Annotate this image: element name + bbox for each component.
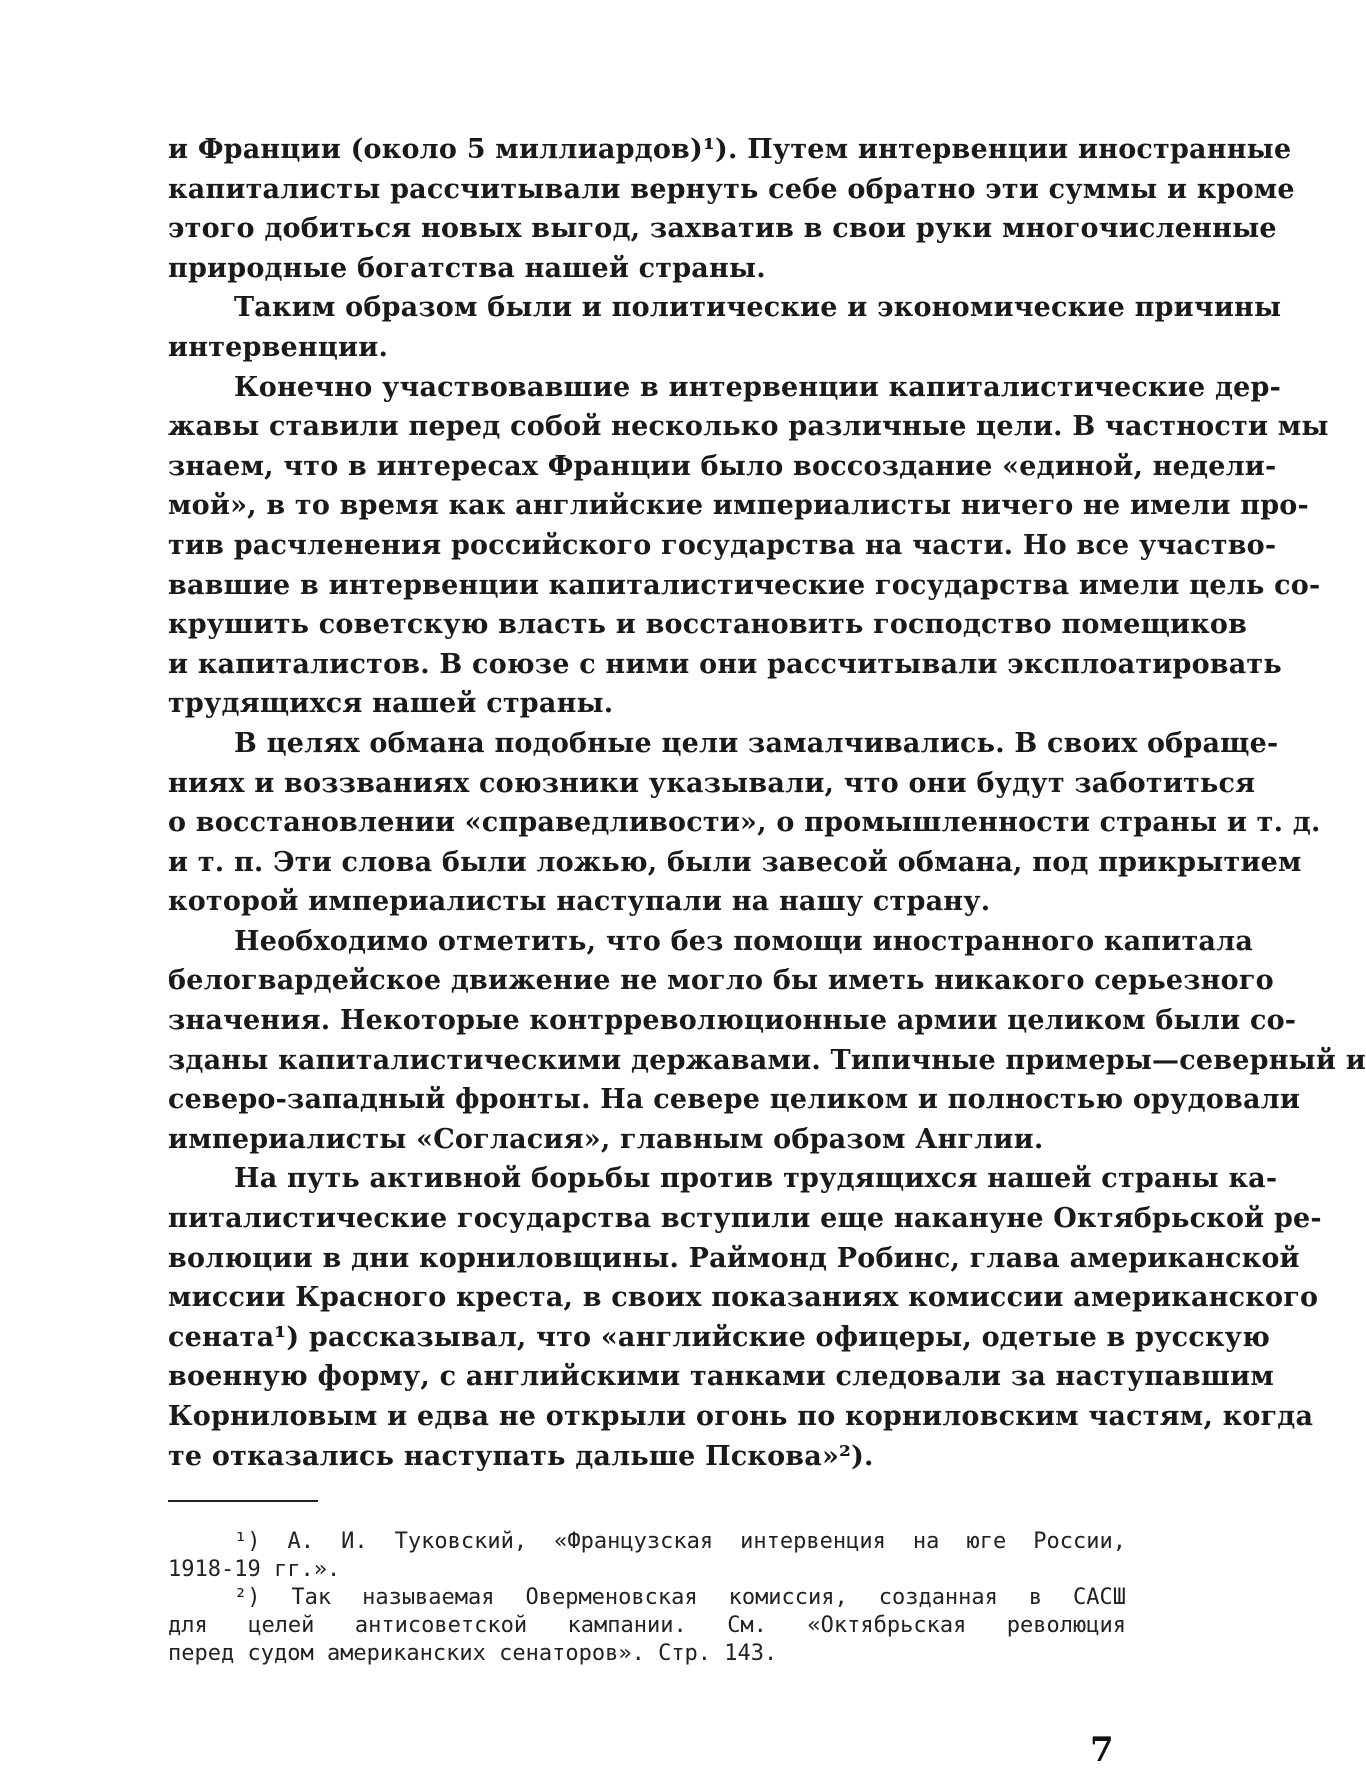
paragraph-2 (168, 288, 1282, 367)
text-line: капиталисты рассчитывали вернуть себе обратно эти суммы и кроме (168, 173, 1295, 205)
text-line: волюции в дни корниловщины. Раймонд Робинс, глава американской (168, 1242, 1300, 1274)
text-line: миссии Красного креста, в своих показаниях комиссии американского (168, 1282, 1319, 1314)
text-line: ниях и воззваниях союзники указывали, что они будут заботиться (168, 767, 1256, 799)
footnote-divider (168, 1500, 318, 1502)
footnote-line: ¹) А. И. Туковский, «Французская интервенция на юге России, (234, 1529, 1126, 1554)
footnote-line: ²) Так называемая Оверменовская комиссия, созданная в САСШ (234, 1585, 1126, 1610)
footnote-1 (168, 1528, 1126, 1584)
text-line: этого добиться новых выгод, захватив в свои руки многочисленные (168, 213, 1277, 245)
text-line: сената¹) рассказывал, что «английские офицеры, одетые в русскую (168, 1321, 1271, 1353)
text-line: которой империалисты наступали на нашу страну. (168, 886, 991, 918)
text-line: питалистические государства вступили еще накануне Октябрьской ре- (168, 1203, 1322, 1235)
text-line: жавы ставили перед собой несколько различные цели. В частности мы (168, 411, 1329, 443)
footnote-line: перед судом американских сенаторов». Стр. 143. (168, 1641, 778, 1666)
footnote-line: для целей антисоветской кампании. См. «Октябрьская революция (168, 1613, 1126, 1638)
text-line: зданы капиталистическими державами. Типичные примеры—северный и (168, 1044, 1366, 1076)
text-line: крушить советскую власть и восстановить господство помещиков (168, 609, 1248, 641)
text-line: о восстановлении «справедливости», о промышленности страны и т. д. (168, 807, 1321, 839)
text-line: Необходимо отметить, что без помощи иностранного капитала (234, 925, 1254, 957)
footnote-2 (168, 1584, 1126, 1668)
text-line: северо-западный фронты. На севере целиком и полностью орудовали (168, 1084, 1301, 1116)
text-line: и Франции (около 5 миллиардов)¹). Путем интервенции иностранные (168, 134, 1292, 165)
paragraph-6 (168, 1159, 1322, 1476)
text-line: значения. Некоторые контрреволюционные армии целиком были со- (168, 1005, 1297, 1037)
text-line: мой», в то время как английские империалисты ничего не имели про- (168, 490, 1309, 522)
body-text (168, 130, 1366, 1476)
page-number: 7 (1090, 1730, 1114, 1770)
text-line: тив расчленения российского государства на части. Но все участво- (168, 529, 1277, 561)
text-line: Корниловым и едва не открыли огонь по корниловским частям, когда (168, 1401, 1314, 1432)
text-line: белогвардейское движение не могло бы иметь никакого серьезного (168, 965, 1274, 997)
paragraph-1 (168, 130, 1295, 288)
text-line: знаем, что в интересах Франции было воссоздание «единой, недели- (168, 450, 1277, 482)
footnotes (168, 1528, 1126, 1668)
paragraph-4 (168, 724, 1321, 922)
text-line: военную форму, с английскими танками следовали за наступавшим (168, 1361, 1274, 1393)
text-line: трудящихся нашей страны. (168, 688, 614, 720)
text-line: Таким образом были и политические и экономические причины (234, 292, 1282, 324)
text-line: и т. п. Эти слова были ложью, были завесой обмана, под прикрытием (168, 846, 1302, 878)
text-line: те отказались наступать дальше Пскова»²). (168, 1440, 874, 1472)
text-line: вавшие в интервенции капиталистические государства имели цель со- (168, 569, 1321, 601)
paragraph-5 (168, 922, 1366, 1160)
footnote-line: 1918-19 гг.». (168, 1557, 341, 1582)
text-line: В целях обмана подобные цели замалчивались. В своих обраще- (234, 727, 1279, 759)
text-line: На путь активной борьбы против трудящихся нашей страны ка- (234, 1163, 1278, 1195)
paragraph-3 (168, 368, 1329, 724)
text-line: империалисты «Согласия», главным образом Англии. (168, 1123, 1044, 1155)
text-line: и капиталистов. В союзе с ними они рассчитывали эксплоатировать (168, 648, 1282, 680)
text-line: Конечно участвовавшие в интервенции капиталистические дер- (234, 371, 1281, 403)
text-line: природные богатства нашей страны. (168, 252, 766, 284)
text-line: интервенции. (168, 331, 389, 363)
